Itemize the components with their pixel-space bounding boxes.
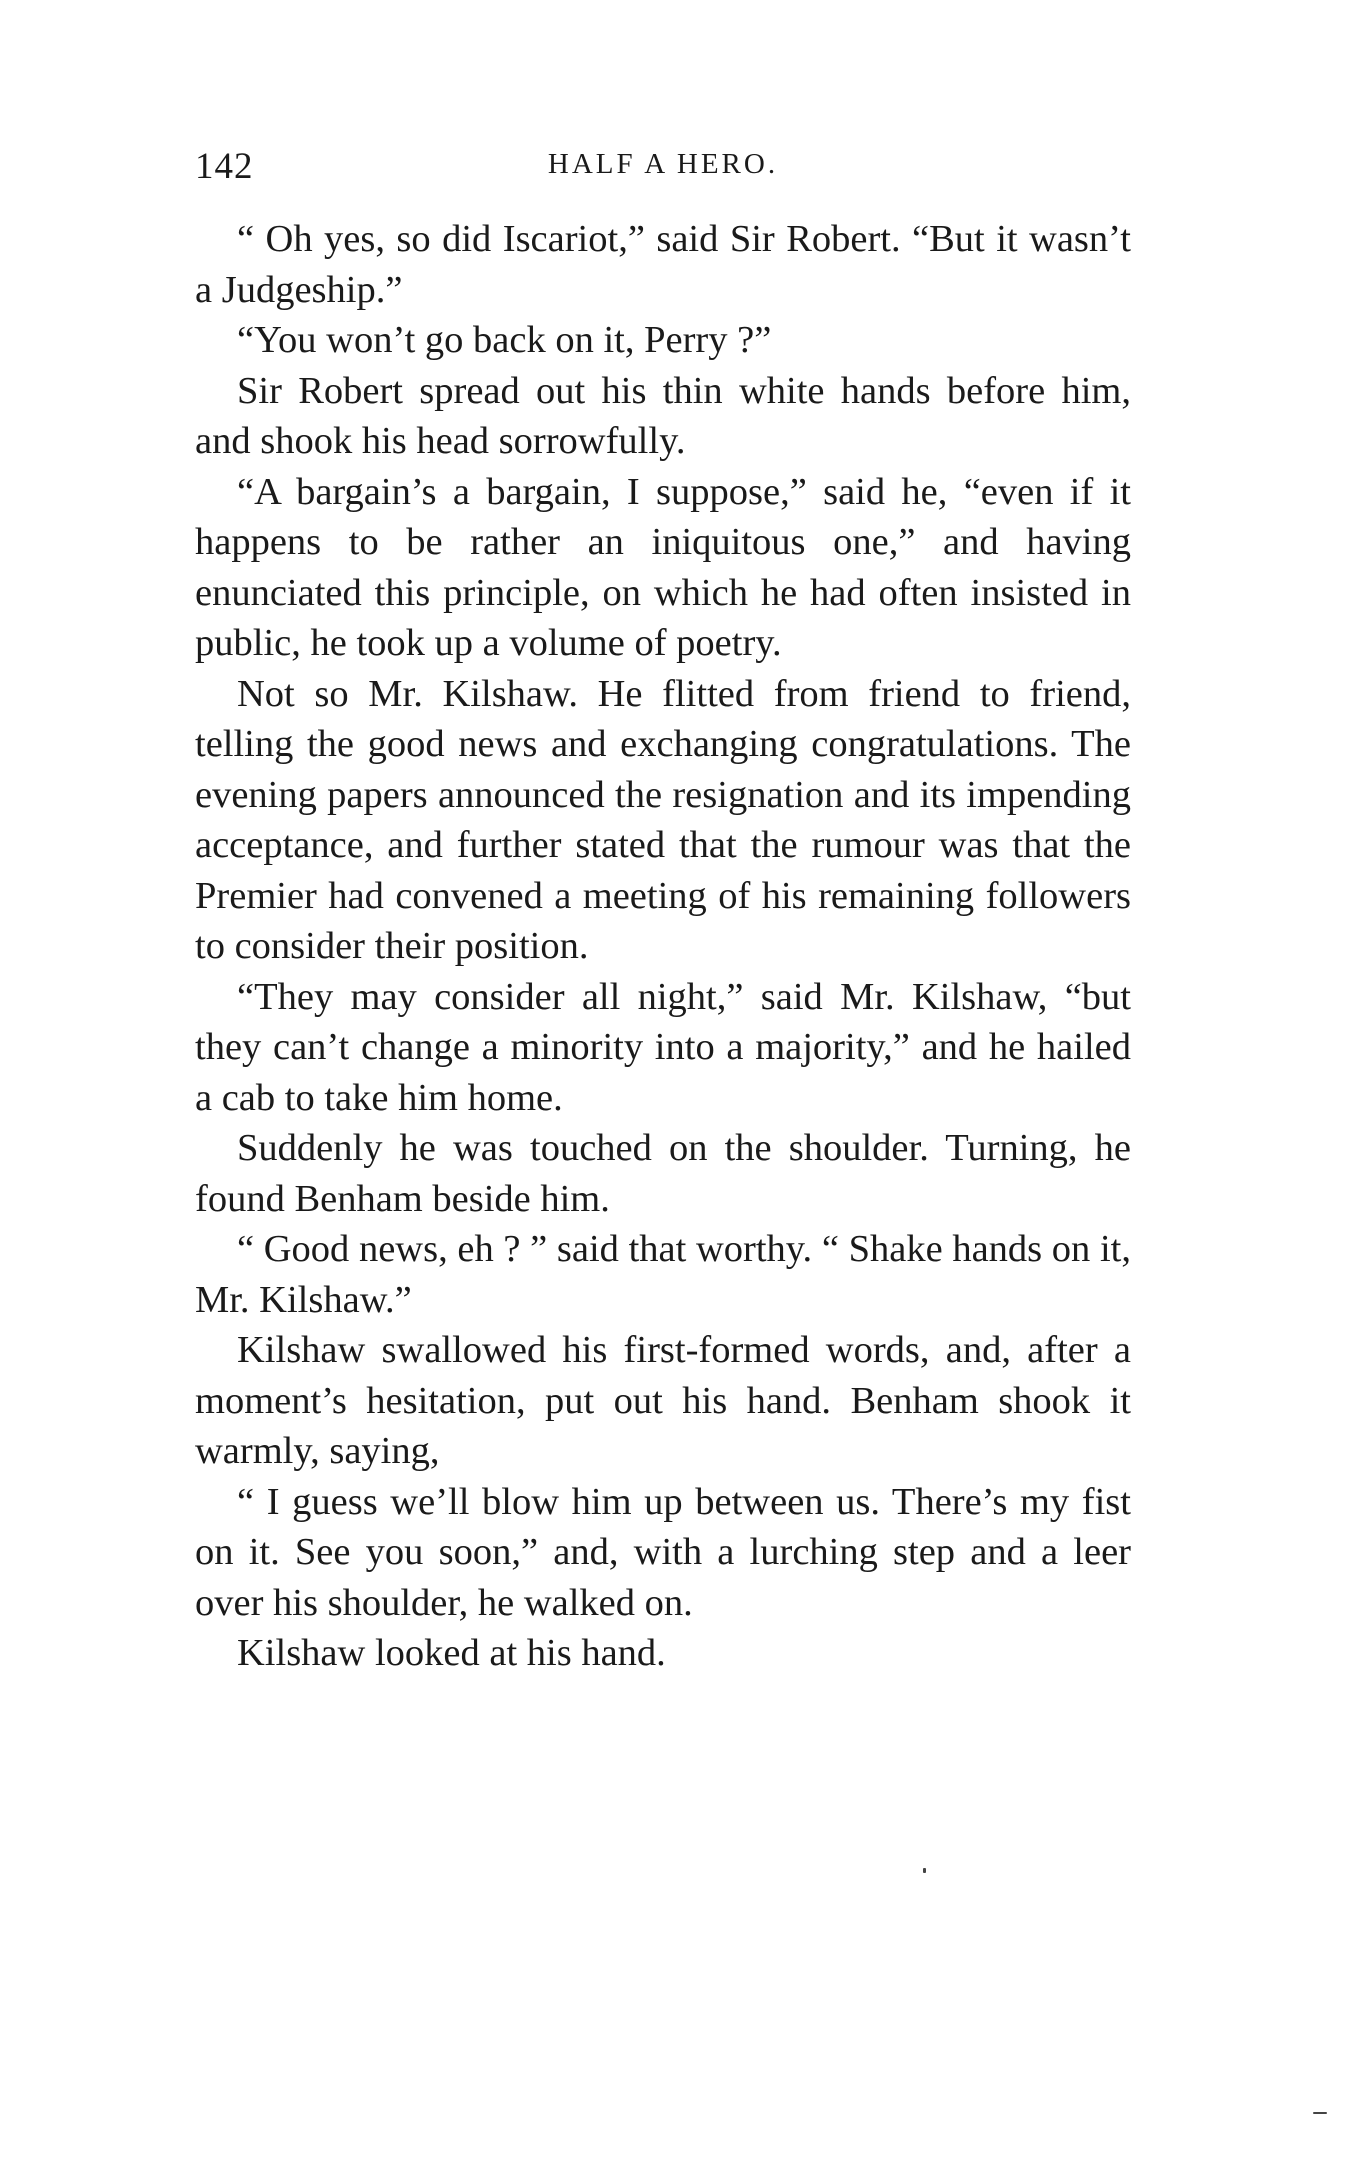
paragraph: Suddenly he was touched on the shoulder. Turning, he found Benham beside him. — [195, 1127, 1131, 1220]
running-title: HALF A HERO. — [547, 148, 779, 180]
scan-speck — [923, 1868, 926, 1873]
paragraph: Kilshaw looked at his hand. — [237, 1632, 666, 1674]
body-text — [195, 214, 1131, 1679]
paragraph: “ Oh yes, so did Iscariot,” said Sir Robert. “But it wasn’t a Judgeship.” — [195, 218, 1131, 311]
paragraph: Not so Mr. Kilshaw. He flitted from friend to friend, telling the good news and exchanging congratulations. The evening papers announced the resignation and its impending acceptance, and further stated that the rumour was that the Premier had convened a meeting of his remaining followers to consider their position. — [195, 672, 1131, 967]
page-number: 142 — [195, 146, 254, 187]
paragraph: “ Good news, eh ? ” said that worthy. “ Shake hands on it, Mr. Kilshaw.” — [195, 1228, 1131, 1321]
page-header — [195, 145, 1131, 195]
paragraph: “You won’t go back on it, Perry ?” — [237, 319, 772, 361]
paragraph: Sir Robert spread out his thin white hands before him, and shook his head sorrowfully. — [195, 369, 1131, 462]
paragraph: “A bargain’s a bargain, I suppose,” said he, “even if it happens to be rather an iniquitous one,” and having enunciated this principle, on which he had often insisted in public, he took up a volume of poetry. — [195, 470, 1131, 664]
paragraph: “ I guess we’ll blow him up between us. There’s my fist on it. See you soon,” and, with a lurching step and a leer over his shoulder, he walked on. — [195, 1480, 1131, 1624]
scan-speck — [1313, 2112, 1327, 2114]
paragraph: Kilshaw swallowed his first-formed words, and, after a moment’s hesitation, put out his hand. Benham shook it warmly, saying, — [195, 1329, 1131, 1472]
paragraph: “They may consider all night,” said Mr. Kilshaw, “but they can’t change a minority into a majority,” and he hailed a cab to take him home. — [195, 975, 1131, 1119]
